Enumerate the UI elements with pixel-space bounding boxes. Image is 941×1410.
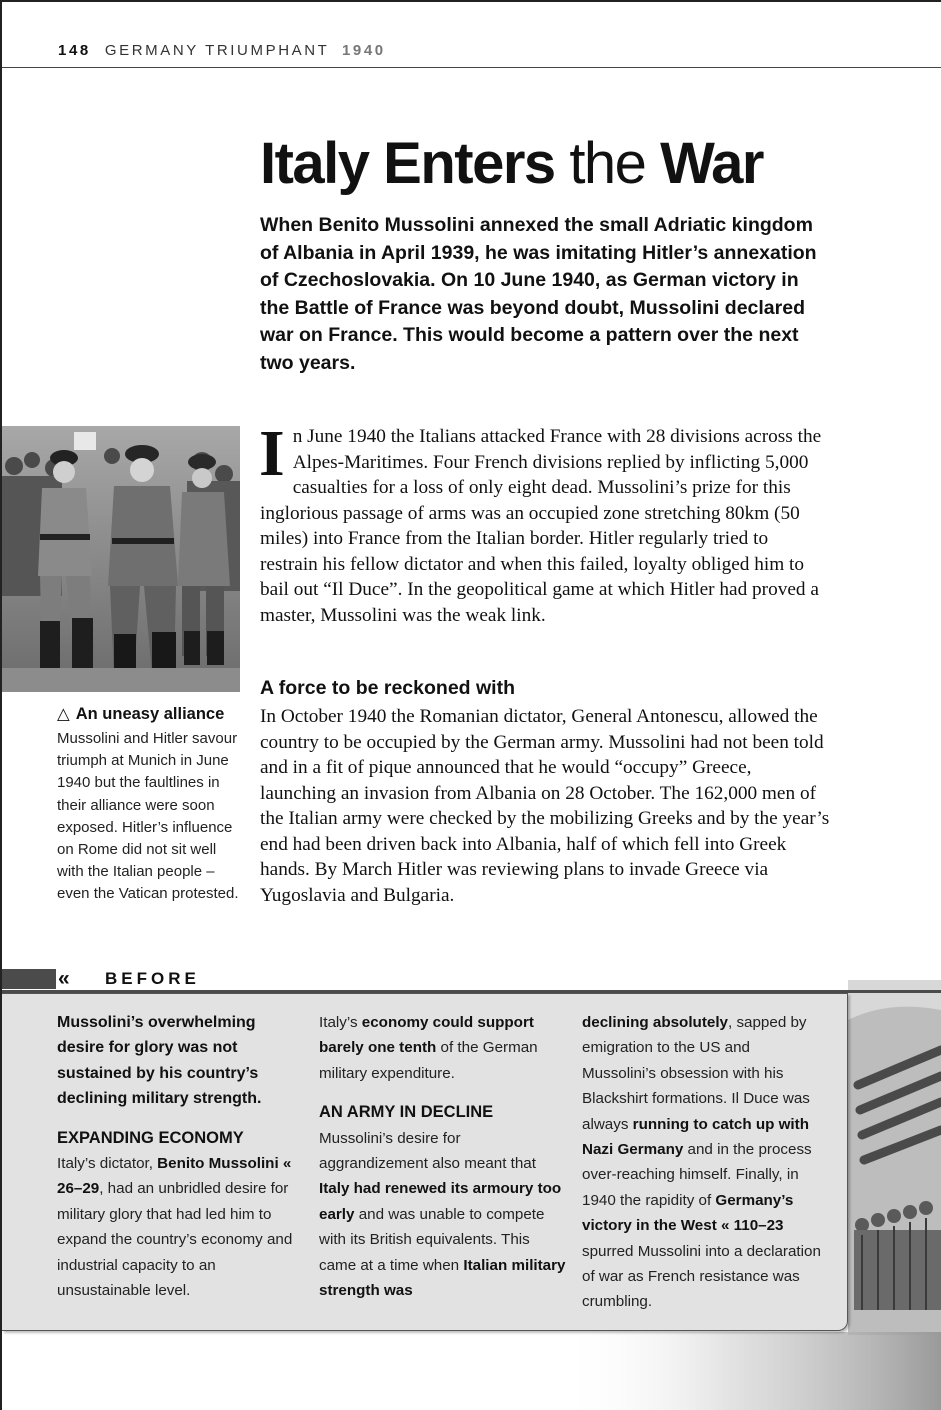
article-paragraph-1 bbox=[259, 417, 830, 628]
before-lead: Mussolini’s overwhelming desire for glory was not sustained by his country’s declining military strength. bbox=[57, 1014, 262, 1108]
caption-title: An uneasy alliance bbox=[75, 705, 225, 723]
page-title bbox=[260, 132, 763, 196]
triangle-up-icon: △ bbox=[57, 705, 70, 723]
page-frame-top bbox=[0, 0, 941, 2]
caption-title-line bbox=[57, 704, 247, 724]
drop-cap: I bbox=[259, 417, 285, 490]
before-label: BEFORE bbox=[105, 969, 200, 988]
text-span: of the German military expenditure. bbox=[319, 1039, 538, 1082]
text-span: and in the process over-reaching himself. Finally, in 1940 the rapidity of bbox=[582, 1141, 812, 1209]
article-paragraph-2: In October 1940 the Romanian dictator, General Antonescu, allowed the country to be occupied by the German army. Mussolini had not been told and in a fit of pique announced that he would “occupy” Greece, launching an invasion from Albania on 28 October. The 162,000 men of the Italian army were checked by the mobilizing Greeks and by the year’s end had been driven back into Albania, half of which fell into Greek hands. By March Hitler was reviewing plans to invade Greece via Yugoslavia and Bulgaria. bbox=[260, 706, 830, 906]
before-col3-text bbox=[582, 1010, 827, 1315]
before-bar bbox=[2, 966, 941, 992]
cross-reference-west: Germany’s victory in the West « 110–23 bbox=[582, 1191, 794, 1235]
caption-body: Mussolini and Hitler savour triumph at Munich in June 1940 but the faultlines in their alliance were soon exposed. Hitler’s influence on Rome did not sit well with the Italian people – even the Vatican protested. bbox=[57, 730, 239, 903]
article-subheading: A force to be reckoned with bbox=[260, 677, 515, 699]
photo-mussolini-hitler bbox=[2, 426, 240, 692]
bold-span: Italy had renewed its armoury too early bbox=[319, 1180, 562, 1223]
before-column-1 bbox=[57, 1010, 297, 1303]
before-col1-text bbox=[57, 1151, 297, 1303]
title-part-1: Italy Enters bbox=[260, 131, 555, 196]
bold-span: Italian military strength was bbox=[319, 1256, 566, 1300]
paragraph-1-text: n June 1940 the Italians attacked France with 28 divisions across the Alpes-Maritimes. Four French divisions replied by inflicting 5,000 casualties for a loss of only eight dead. Mussolini’s prize for this inglorious passage of arms was an occupied zone stretching 80km (50 miles) into France from the Italian border. Hitler regularly tried to restrain his fellow dictator and when this failed, loyalty obliged him to bail out “Il Duce”. In the geopolitical game at which Hitler had proved a master, Mussolini was the weak link. bbox=[260, 426, 822, 626]
double-chevron-left-icon: « bbox=[58, 967, 70, 990]
cross-reference-mussolini: Benito Mussolini « 26–29 bbox=[57, 1155, 292, 1198]
before-column-2 bbox=[319, 1010, 569, 1303]
section-title: GERMANY TRIUMPHANT bbox=[104, 42, 330, 59]
title-part-2: the bbox=[569, 131, 646, 196]
soldiers-illustration bbox=[848, 980, 941, 1335]
header-rule bbox=[2, 67, 941, 68]
text-span: , sapped by emigration to the US and Mussolini’s obsession with his Blackshirt formations. Il Duce was always bbox=[582, 1014, 810, 1133]
heading-army-in-decline: AN ARMY IN DECLINE bbox=[319, 1103, 494, 1122]
before-column-3 bbox=[582, 1010, 827, 1315]
title-part-3: War bbox=[660, 131, 763, 196]
intro-paragraph: When Benito Mussolini annexed the small Adriatic kingdom of Albania in April 1939, he was imitating Hitler’s annexation of Czechoslovakia. On 10 June 1940, as German victory in the Battle of France was beyond doubt, Mussolini declared war on France. This would become a pattern over the next two years. bbox=[260, 214, 817, 374]
background-photo-soldiers bbox=[848, 980, 941, 1335]
page-number: 148 bbox=[58, 42, 91, 59]
bold-span: economy could support barely one tenth bbox=[319, 1014, 534, 1057]
bottom-photo-fade bbox=[560, 1332, 941, 1410]
photo-caption bbox=[57, 704, 247, 906]
section-year: 1940 bbox=[341, 42, 386, 59]
running-head bbox=[58, 42, 386, 59]
bold-span: declining absolutely bbox=[582, 1014, 728, 1031]
before-bar-tab bbox=[2, 969, 56, 989]
text-span: spurred Mussolini into a declaration of war as French resistance was crumbling. bbox=[582, 1242, 821, 1311]
text-span: and was unable to compete with its British equivalents. This came at a time when bbox=[319, 1205, 545, 1274]
text-span: , had an unbridled desire for military glory that had led him to expand the country’s economy and industrial capacity to an unsustainable level. bbox=[57, 1180, 293, 1300]
text-span: Italy’s dictator, bbox=[57, 1155, 158, 1173]
text-span: Mussolini’s desire for aggrandizement also meant that bbox=[319, 1129, 536, 1173]
photo-illustration bbox=[2, 426, 240, 692]
before-col2-text-2 bbox=[319, 1126, 569, 1304]
heading-expanding-economy: EXPANDING ECONOMY bbox=[57, 1128, 244, 1147]
text-span: Italy’s bbox=[319, 1014, 362, 1031]
bold-span: running to catch up with Nazi Germany bbox=[582, 1115, 809, 1159]
before-col2-text-1 bbox=[319, 1010, 569, 1086]
